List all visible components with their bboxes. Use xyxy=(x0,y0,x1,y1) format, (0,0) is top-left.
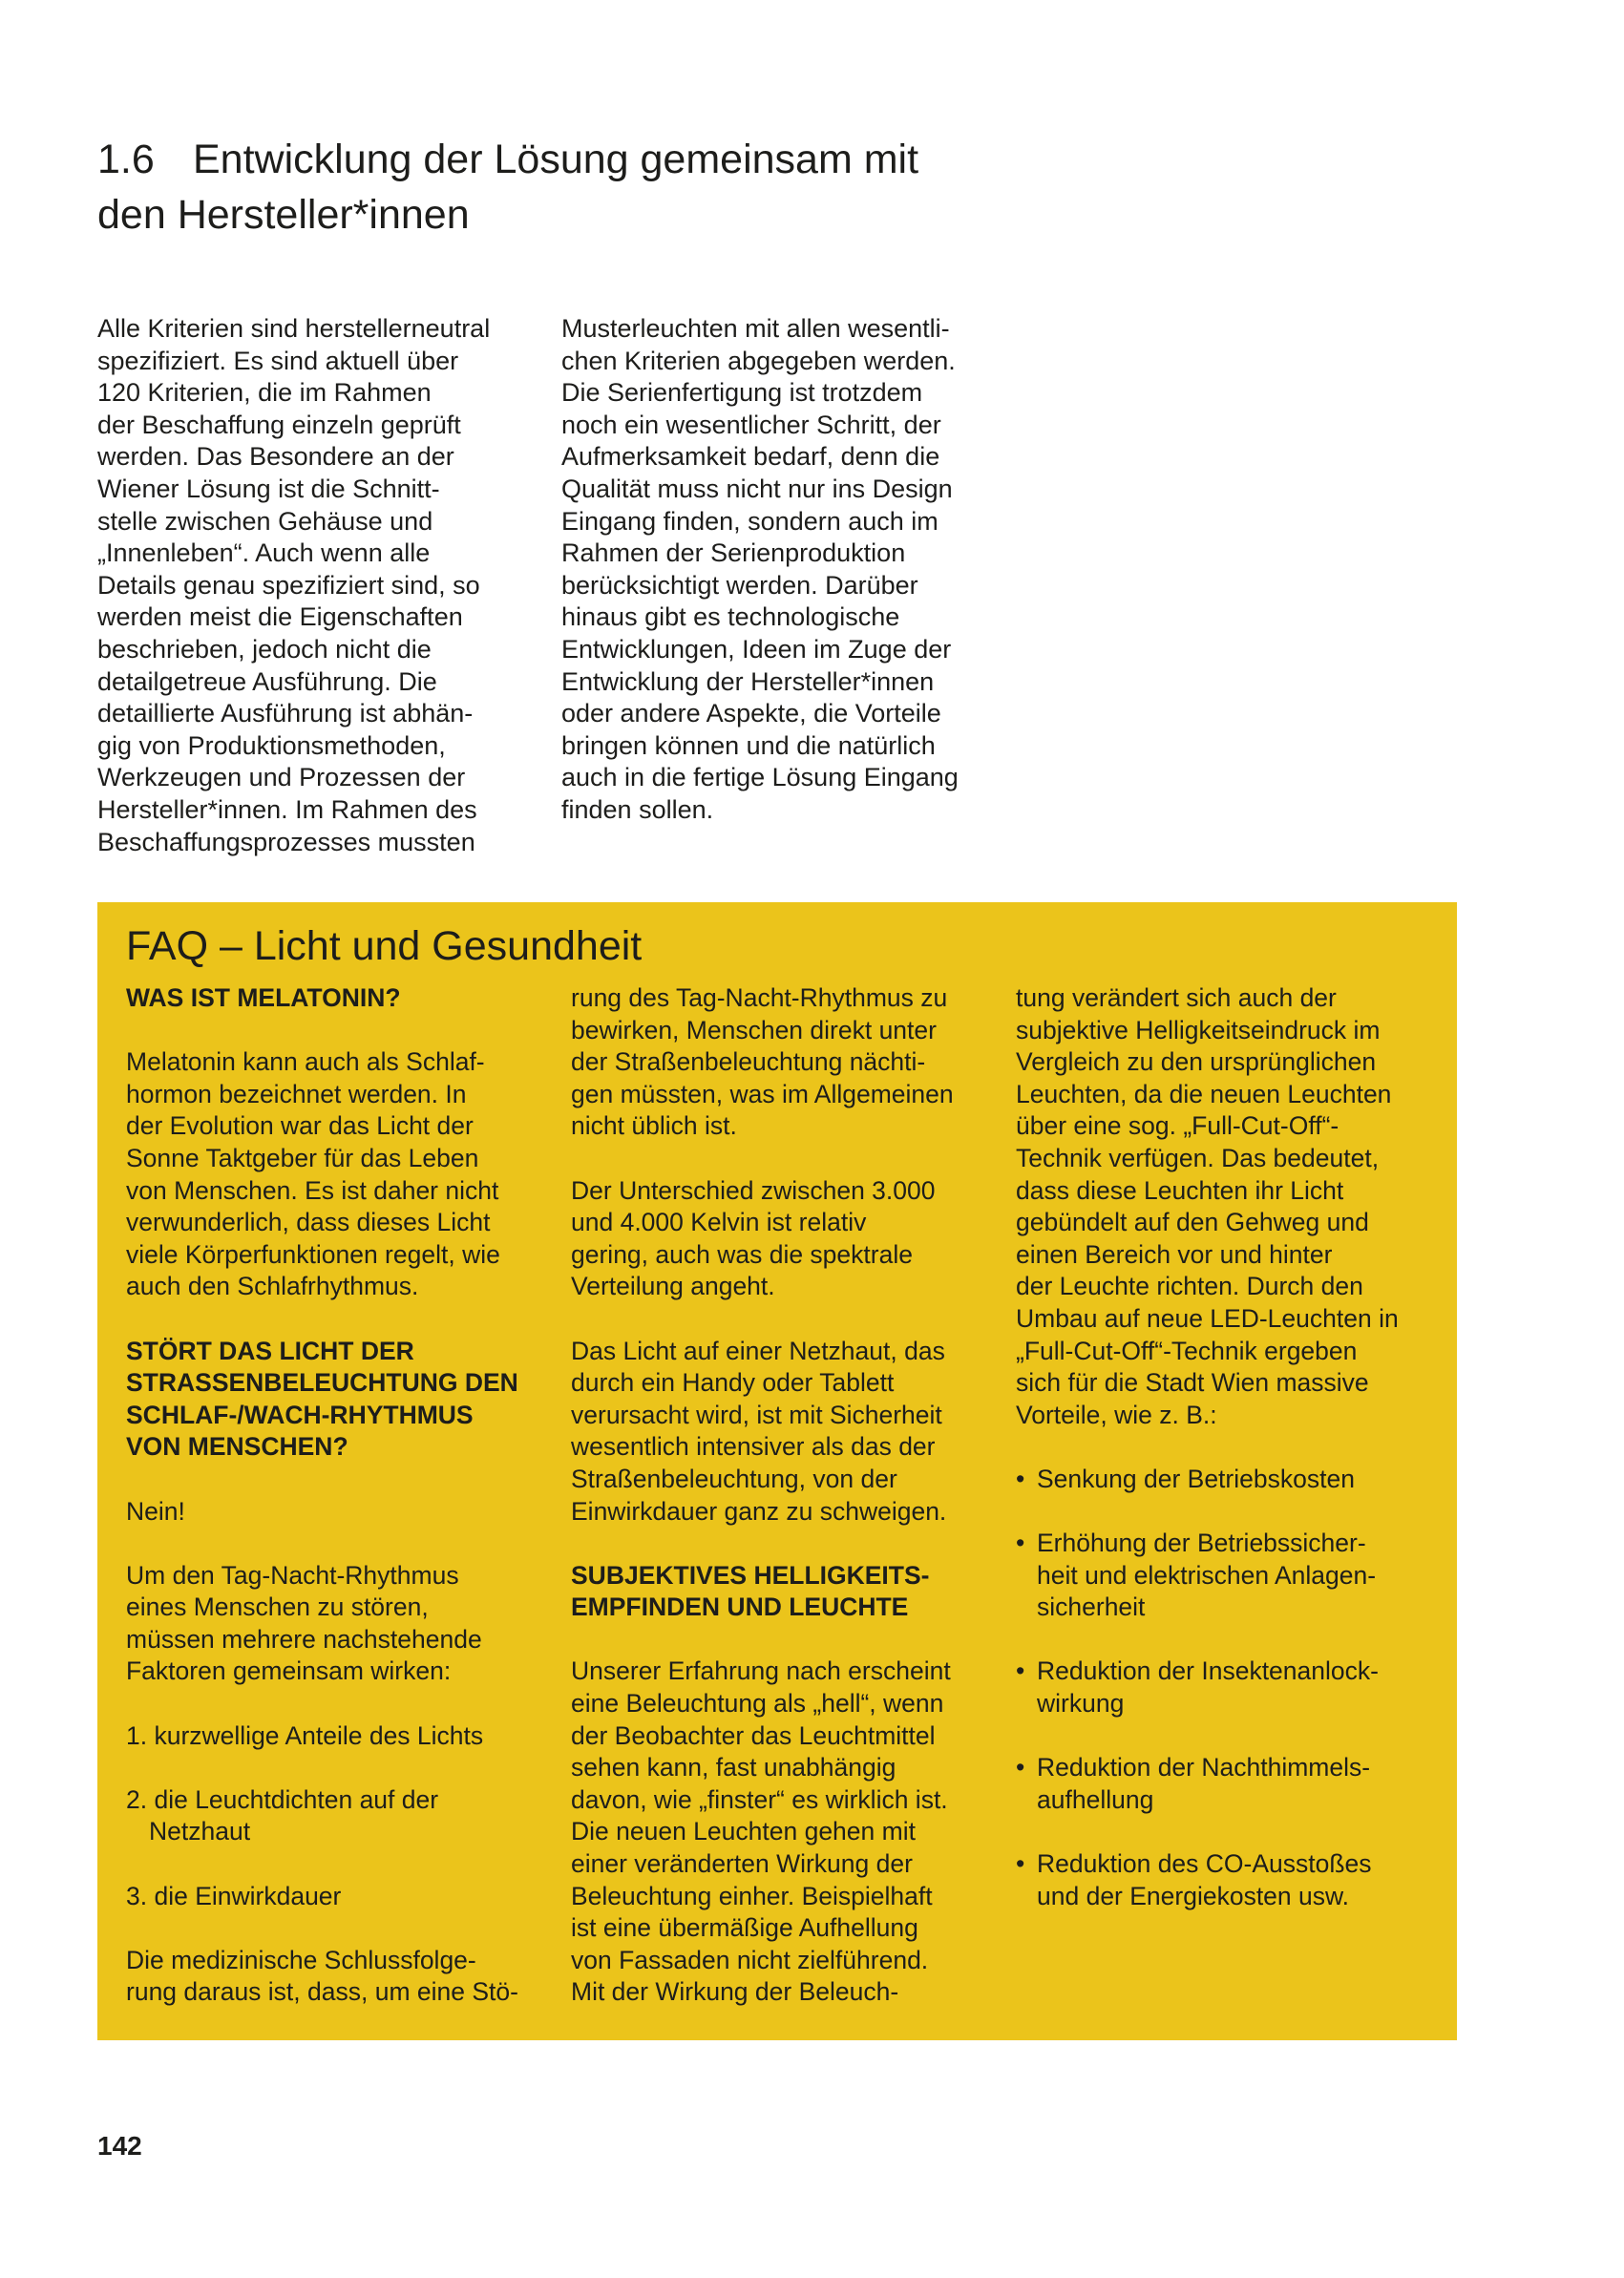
advantage-list-item xyxy=(1016,1848,1436,1912)
bullet-icon: • xyxy=(1016,1529,1025,1558)
page-number: 142 xyxy=(97,2131,142,2161)
faq-title: FAQ – Licht und Gesundheit xyxy=(126,923,643,969)
faq-paragraph: tung verändert sich auch der subjektive Helligkeitseindruck im Vergleich zu den ursprünglichen Leuchten, da die neuen Leuchten über eine sog. „Full-Cut-Off“- Technik verfügen. Das bedeutet, dass diese Leuchten ihr Licht gebündelt auf den Gehweg und einen Bereich vor und hinter der Leuchte richten. Durch den Umbau auf neue LED-Leuchten in „Full-Cut-Off“-Technik ergeben sich für die Stadt Wien massive Vorteile, wie z. B.: xyxy=(1016,983,1399,1429)
factor-list-item: 2. die Leuchtdichten auf der Netzhaut xyxy=(126,1784,439,1846)
advantage-list-item xyxy=(1016,1528,1436,1624)
advantage-text: Reduktion des CO-Ausstoßes und der Energiekosten usw. xyxy=(1037,1849,1372,1910)
advantage-list-item xyxy=(1016,1464,1436,1496)
bullet-icon: • xyxy=(1016,1656,1025,1686)
bullet-icon: • xyxy=(1016,1753,1025,1782)
faq-paragraph: Unserer Erfahrung nach erscheint eine Beleuchtung als „hell“, wenn der Beobachter das Leuchtmittel sehen kann, fast unabhängig davon, wie „finster“ es wirklich ist. Die neuen Leuchten gehen mit einer veränderten Wirkung der Beleuchtung einher. Beispielhaft ist eine übermäßige Aufhellung von Fassaden nicht zielführend. Mit der Wirkung der Beleuch- xyxy=(571,1656,951,2007)
faq-paragraph: Der Unterschied zwischen 3.000 und 4.000 Kelvin ist relativ gering, auch was die spektrale Verteilung angeht. xyxy=(571,1175,936,1301)
section-heading xyxy=(97,132,1033,243)
intro-column-1: Alle Kriterien sind herstellerneutral spezifiziert. Es sind aktuell über 120 Kriterien, die im Rahmen der Beschaffung einzeln geprüft werden. Das Besondere an der Wiener Lösung ist die Schnitt- stelle zwischen Gehäuse und „Innenleben“. Auch wenn alle Details genau spezifiziert sind, so werden meist die Eigenschaften beschrieben, jedoch nicht die detailgetreue Ausführung. Die detaillierte Ausführung ist abhän- gig von Produktionsmethoden, Werkzeugen und Prozessen der Hersteller*innen. Im Rahmen des Beschaffungsprozesses mussten xyxy=(97,314,491,856)
faq-question-brightness: SUBJEKTIVES HELLIGKEITS- EMPFINDEN UND LEUCHTE xyxy=(571,1560,930,1622)
faq-question-rhythm: STÖRT DAS LICHT DER STRASSENBELEUCHTUNG DEN SCHLAF-/WACH-RHYTHMUS VON MENSCHEN? xyxy=(126,1336,518,1462)
bullet-icon: • xyxy=(1016,1849,1025,1879)
faq-answer-no: Nein! xyxy=(126,1496,185,1526)
faq-question-melatonin: WAS IST MELATONIN? xyxy=(126,983,401,1012)
faq-answer-melatonin: Melatonin kann auch als Schlaf- hormon bezeichnet werden. In der Evolution war das Licht der Sonne Taktgeber für das Leben von Menschen. Es ist daher nicht verwunderlich, dass dieses Licht viele Körperfunktionen regelt, wie auch den Schlafrhythmus. xyxy=(126,1047,500,1301)
factor-list-item: 3. die Einwirkdauer xyxy=(126,1881,342,1910)
intro-column-2: Musterleuchten mit allen wesentli- chen Kriterien abgegeben werden. Die Serienfertigung ist trotzdem noch ein wesentlicher Schritt, der Aufmerksamkeit bedarf, denn die Qualität muss nicht nur ins Design Eingang finden, sondern auch im Rahmen der Serienproduktion berücksichtigt werden. Darüber hinaus gibt es technologische Entwicklungen, Ideen im Zuge der Entwicklung der Hersteller*innen oder andere Aspekte, die Vorteile bringen können und die natürlich auch in die fertige Lösung Eingang finden sollen. xyxy=(561,314,959,824)
bullet-icon: • xyxy=(1016,1464,1025,1493)
advantage-list-item xyxy=(1016,1752,1436,1816)
advantage-text: Erhöhung der Betriebssicher- heit und elektrischen Anlagen- sicherheit xyxy=(1037,1529,1377,1622)
section-title: Entwicklung der Lösung gemeinsam mit den Hersteller*innen xyxy=(97,137,919,238)
faq-answer-factors: Um den Tag-Nacht-Rhythmus eines Menschen zu stören, müssen mehrere nachstehende Faktoren gemeinsam wirken: xyxy=(126,1560,482,1686)
factor-list-item: 1. kurzwellige Anteile des Lichts xyxy=(126,1720,484,1750)
faq-paragraph: Das Licht auf einer Netzhaut, das durch ein Handy oder Tablett verursacht wird, ist mit Sicherheit wesentlich intensiver als das der Straßenbeleuchtung, von der Einwirkdauer ganz zu schweigen. xyxy=(571,1336,947,1526)
faq-answer-conclusion: Die medizinische Schlussfolge- rung daraus ist, dass, um eine Stö- xyxy=(126,1945,518,2007)
faq-box xyxy=(97,902,1457,2040)
section-number: 1.6 xyxy=(97,137,155,182)
advantage-text: Senkung der Betriebskosten xyxy=(1037,1464,1355,1493)
faq-column-3 xyxy=(1016,982,1436,1945)
faq-column-2 xyxy=(571,982,991,2041)
faq-column-1 xyxy=(126,982,546,2041)
advantage-text: Reduktion der Nachthimmels- aufhellung xyxy=(1037,1753,1371,1814)
faq-paragraph: rung des Tag-Nacht-Rhythmus zu bewirken, Menschen direkt unter der Straßenbeleuchtung nächti- gen müssten, was im Allgemeinen nicht üblich ist. xyxy=(571,983,954,1141)
advantage-text: Reduktion der Insektenanlock- wirkung xyxy=(1037,1656,1379,1719)
advantage-list-item xyxy=(1016,1656,1436,1719)
